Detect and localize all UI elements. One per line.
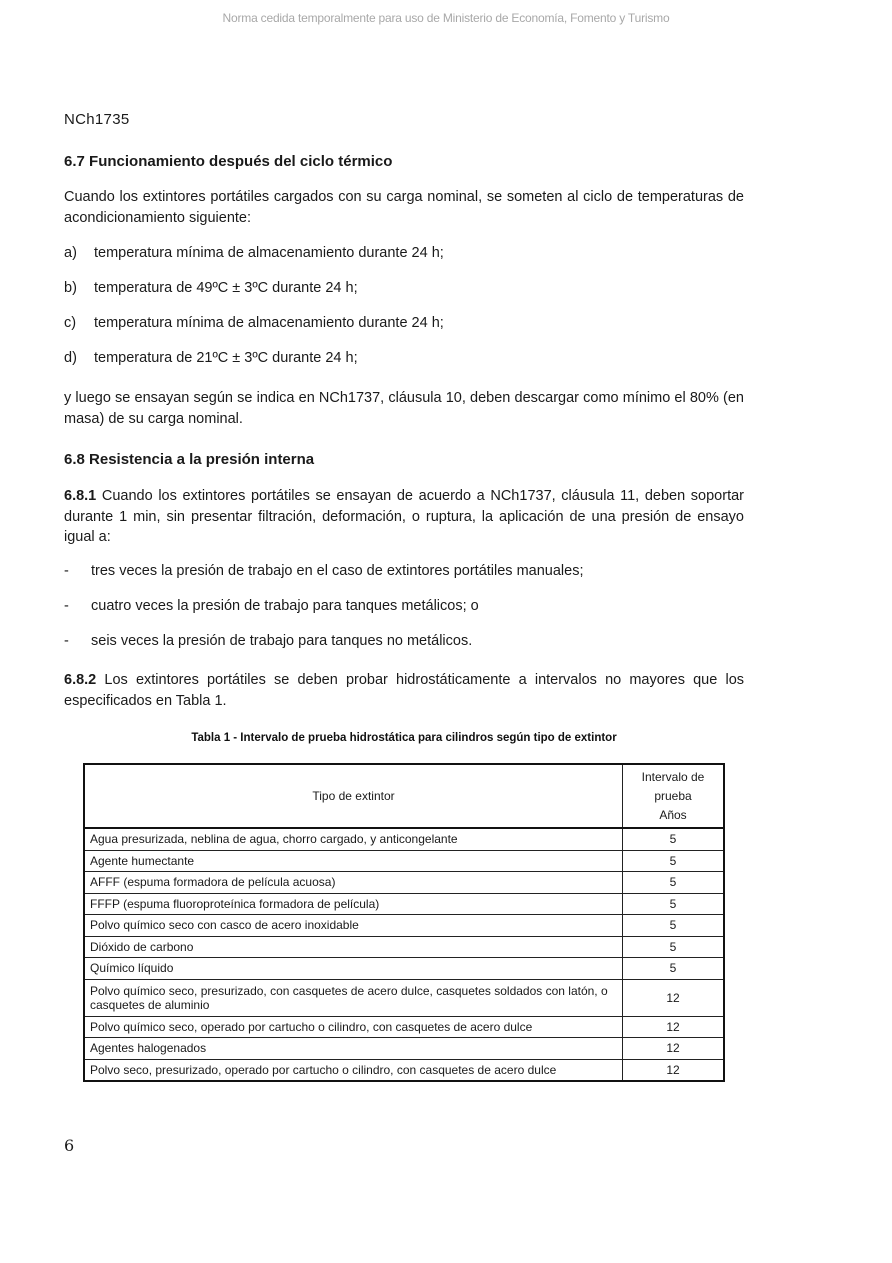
cell-type: Químico líquido bbox=[84, 958, 623, 980]
section-6-7-closing: y luego se ensayan según se indica en NCh1737, cláusula 10, deben descargar como mínimo el 80% (en masa) de su carga nominal. bbox=[64, 390, 744, 427]
section-6-7-intro: Cuando los extintores portátiles cargados con su carga nominal, se someten al ciclo de temperaturas de acondicionamiento siguiente: bbox=[64, 189, 744, 226]
clause-text: Cuando los extintores portátiles se ensayan de acuerdo a NCh1737, cláusula 11, deben soportar durante 1 min, sin presentar filtración, deformación, o ruptura, la aplicación de una presión de ensayo igual a: bbox=[64, 488, 744, 545]
header-interval-unit: Años bbox=[659, 807, 687, 822]
table-row bbox=[84, 1016, 724, 1038]
table-row bbox=[84, 958, 724, 980]
cell-years: 5 bbox=[623, 915, 725, 937]
hydrostatic-interval-table bbox=[83, 763, 725, 1082]
dash-item-3 bbox=[64, 631, 472, 651]
table-header-row bbox=[84, 764, 724, 828]
list-marker: b) bbox=[64, 280, 77, 296]
clause-number: 6.8.1 bbox=[64, 488, 97, 504]
cell-years: 12 bbox=[623, 1038, 725, 1060]
header-interval-line1: Intervalo de bbox=[641, 769, 705, 784]
table-row bbox=[84, 893, 724, 915]
list-marker: - bbox=[64, 633, 69, 649]
cell-type: Agentes halogenados bbox=[84, 1038, 623, 1060]
cell-type: Polvo químico seco con casco de acero inoxidable bbox=[84, 915, 623, 937]
dash-item-1 bbox=[64, 561, 583, 581]
cell-years: 12 bbox=[623, 979, 725, 1016]
document-code: NCh1735 bbox=[64, 111, 130, 128]
section-number: 6.8 bbox=[64, 451, 85, 468]
cell-years: 5 bbox=[623, 936, 725, 958]
cell-years: 12 bbox=[623, 1016, 725, 1038]
cell-years: 5 bbox=[623, 872, 725, 894]
list-text: tres veces la presión de trabajo en el caso de extintores portátiles manuales; bbox=[91, 563, 584, 579]
cell-type: Polvo químico seco, presurizado, con casquetes de acero dulce, casquetes soldados con latón, o casquetes de aluminio bbox=[84, 979, 623, 1016]
list-marker: a) bbox=[64, 245, 77, 261]
table-row bbox=[84, 1059, 724, 1081]
cell-type: Polvo seco, presurizado, operado por cartucho o cilindro, con casquetes de acero dulce bbox=[84, 1059, 623, 1081]
cell-years: 5 bbox=[623, 958, 725, 980]
clause-6-8-2 bbox=[64, 670, 744, 711]
list-marker: - bbox=[64, 563, 69, 579]
table-row bbox=[84, 1038, 724, 1060]
cell-years: 5 bbox=[623, 828, 725, 850]
table-row bbox=[84, 936, 724, 958]
cell-type: Dióxido de carbono bbox=[84, 936, 623, 958]
cell-type: Agua presurizada, neblina de agua, chorro cargado, y anticongelante bbox=[84, 828, 623, 850]
list-marker: c) bbox=[64, 315, 77, 331]
cell-years: 12 bbox=[623, 1059, 725, 1081]
watermark-notice: Norma cedida temporalmente para uso de Ministerio de Economía, Fomento y Turismo bbox=[222, 11, 670, 25]
clause-6-8-1 bbox=[64, 486, 744, 548]
table-row bbox=[84, 915, 724, 937]
list-text: temperatura de 49ºC ± 3ºC durante 24 h; bbox=[94, 280, 358, 296]
dash-item-2 bbox=[64, 596, 479, 616]
table-row bbox=[84, 872, 724, 894]
list-text: temperatura mínima de almacenamiento durante 24 h; bbox=[94, 245, 444, 261]
table-row bbox=[84, 979, 724, 1016]
section-number: 6.7 bbox=[64, 153, 85, 170]
clause-text: Los extintores portátiles se deben probar hidrostáticamente a intervalos no mayores que los especificados en Tabla 1. bbox=[64, 672, 745, 709]
page-number: 6 bbox=[64, 1136, 75, 1155]
clause-number: 6.8.2 bbox=[64, 672, 97, 688]
list-item-b bbox=[64, 278, 358, 298]
list-text: temperatura mínima de almacenamiento durante 24 h; bbox=[94, 315, 444, 331]
list-item-d bbox=[64, 348, 358, 368]
cell-years: 5 bbox=[623, 850, 725, 872]
section-title: Funcionamiento después del ciclo térmico bbox=[89, 153, 393, 170]
section-6-7-heading bbox=[64, 153, 392, 170]
section-6-8-heading bbox=[64, 451, 314, 468]
list-marker: - bbox=[64, 598, 69, 614]
cell-type: Agente humectante bbox=[84, 850, 623, 872]
cell-years: 5 bbox=[623, 893, 725, 915]
list-item-c bbox=[64, 313, 444, 333]
table-row bbox=[84, 850, 724, 872]
header-interval bbox=[623, 764, 725, 828]
list-text: seis veces la presión de trabajo para tanques no metálicos. bbox=[91, 633, 473, 649]
cell-type: FFFP (espuma fluoroproteínica formadora de película) bbox=[84, 893, 623, 915]
cell-type: Polvo químico seco, operado por cartucho o cilindro, con casquetes de acero dulce bbox=[84, 1016, 623, 1038]
list-marker: d) bbox=[64, 350, 77, 366]
header-interval-line2: prueba bbox=[654, 788, 692, 803]
table-row bbox=[84, 828, 724, 850]
header-type: Tipo de extintor bbox=[84, 764, 623, 828]
section-title: Resistencia a la presión interna bbox=[89, 451, 315, 468]
list-text: temperatura de 21ºC ± 3ºC durante 24 h; bbox=[94, 350, 358, 366]
list-item-a bbox=[64, 243, 444, 263]
list-text: cuatro veces la presión de trabajo para tanques metálicos; o bbox=[91, 598, 479, 614]
cell-type: AFFF (espuma formadora de película acuosa) bbox=[84, 872, 623, 894]
table-caption: Tabla 1 - Intervalo de prueba hidrostática para cilindros según tipo de extintor bbox=[191, 732, 617, 744]
